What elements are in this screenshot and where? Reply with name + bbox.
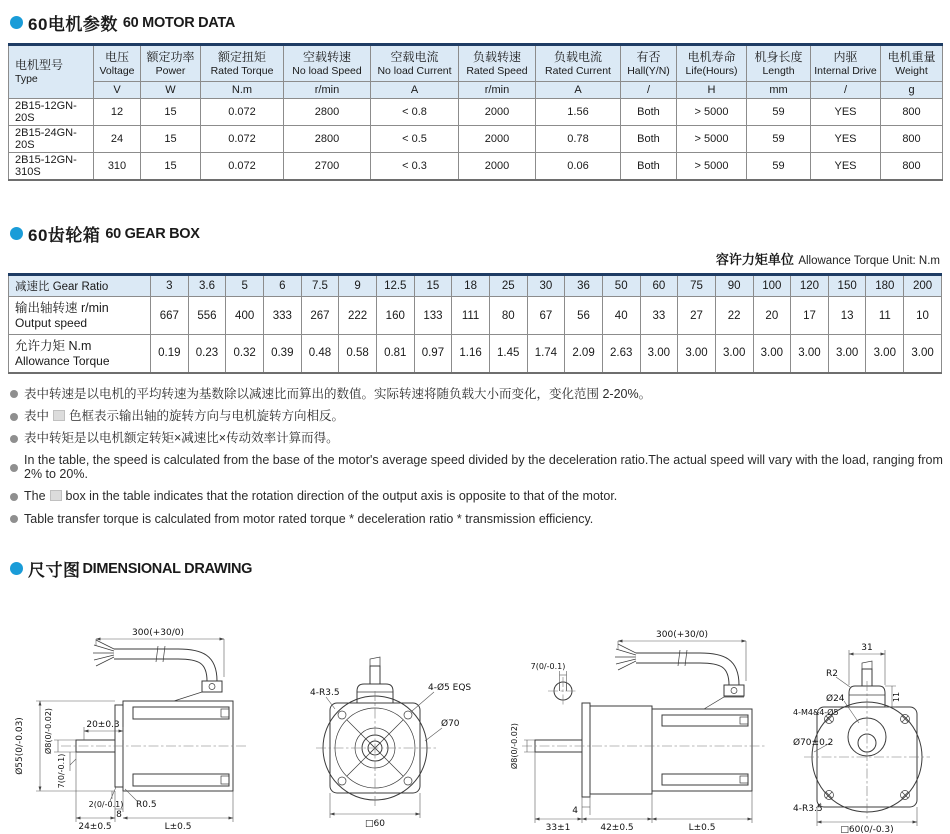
drawing-gearbox-side-view	[500, 619, 780, 834]
dim-pilot-diameter: Ø70	[441, 719, 460, 730]
section-bullet-icon	[10, 562, 23, 575]
gear-torque-label-zh: 允许力矩 N.m	[15, 338, 92, 353]
dim-square-size: □60	[365, 819, 385, 830]
dim-mounting-holes: 4-M4&4-Ø5	[793, 708, 839, 718]
motor-col-en: Length	[762, 64, 795, 77]
gear-torque-value: 0.39	[263, 335, 301, 373]
motor-cell: 2000	[459, 153, 536, 181]
dim-shaft-length: 20±0.3	[86, 720, 120, 731]
dim-radius: R0.5	[136, 800, 157, 811]
motor-col-header-3	[201, 45, 284, 82]
motor-col-header-12	[881, 45, 943, 82]
motor-col-header-9	[677, 45, 747, 82]
motor-cell: 24	[94, 126, 141, 153]
dim-motor-length: L±0.5	[688, 823, 716, 834]
motor-unit-3: N.m	[201, 82, 284, 99]
motor-data-table	[8, 43, 943, 181]
motor-cell: Both	[621, 153, 677, 181]
gearbox-title-en: 60 GEAR BOX	[105, 225, 200, 242]
dim-boss-width: 31	[861, 643, 873, 654]
motor-cell: 2700	[284, 153, 371, 181]
motor-cell: > 5000	[677, 99, 747, 126]
motor-cell: 2800	[284, 99, 371, 126]
drawing-motor-front-view	[308, 619, 488, 834]
motor-unit-row	[9, 82, 943, 99]
gear-torque-value: 0.19	[151, 335, 189, 373]
motor-col-zh: 负载转速	[472, 49, 521, 64]
dim-step: 2(0/-0.1)	[88, 800, 124, 810]
gear-speed-value: 160	[376, 297, 414, 335]
motor-col-en: Internal Drive	[814, 64, 877, 77]
gear-speed-value: 11	[866, 297, 904, 335]
note-text: 表中转矩是以电机额定转矩×减速比×传动效率计算而得。	[24, 431, 339, 445]
gear-speed-value: 333	[263, 297, 301, 335]
gear-torque-row	[9, 335, 942, 373]
gear-speed-value: 400	[226, 297, 264, 335]
motor-col-zh: 额定扭矩	[217, 49, 266, 64]
motor-cell: Both	[621, 126, 677, 153]
dim-eight: 8	[116, 810, 122, 821]
section-title-dimensional-drawing	[10, 556, 950, 581]
gear-ratio-value: 15	[414, 275, 452, 297]
motor-col-en: Life(Hours)	[685, 64, 738, 77]
reverse-rotation-box-icon	[53, 410, 65, 421]
gear-torque-label	[9, 335, 151, 373]
motor-col-header-0	[9, 45, 94, 99]
motor-header-row	[9, 45, 943, 82]
motor-table-head	[9, 45, 943, 99]
gear-ratio-value: 150	[828, 275, 866, 297]
note-bullet-icon	[10, 413, 18, 421]
gear-ratio-value: 90	[715, 275, 753, 297]
motor-unit-2: W	[141, 82, 201, 99]
motor-col-en: Rated Current	[545, 64, 611, 77]
motor-col-header-6	[459, 45, 536, 82]
motor-cell: 0.072	[201, 153, 284, 181]
note-bullet-icon	[10, 464, 18, 472]
motor-title-zh: 60电机参数	[28, 15, 118, 34]
motor-cell: 800	[881, 99, 943, 126]
dim-body-length: L±0.5	[164, 822, 192, 833]
motor-col-header-7	[536, 45, 621, 82]
unit-note-zh: 容许力矩单位	[715, 252, 794, 267]
motor-cell: 0.072	[201, 99, 284, 126]
dim-mounting-holes: 4-Ø5 EQS	[428, 683, 472, 694]
motor-col-header-5	[371, 45, 459, 82]
gear-speed-label	[9, 297, 151, 335]
dim-corner-radius: 4-R3.5	[310, 688, 340, 699]
motor-col-zh: 内驱	[833, 49, 858, 64]
note-text: 表中 色框表示输出轴的旋转方向与电机旋转方向相反。	[24, 408, 345, 423]
gear-torque-value: 3.00	[904, 335, 942, 373]
gear-ratio-value: 18	[452, 275, 490, 297]
gear-torque-value: 1.74	[527, 335, 565, 373]
gear-speed-value: 10	[904, 297, 942, 335]
gear-ratio-value: 12.5	[376, 275, 414, 297]
motor-unit-9: H	[677, 82, 747, 99]
note-item-1	[10, 388, 950, 402]
gear-speed-value: 222	[339, 297, 377, 335]
motor-cell: 2000	[459, 126, 536, 153]
notes-list	[10, 388, 950, 527]
gear-torque-value: 0.97	[414, 335, 452, 373]
motor-data-row-0	[9, 99, 943, 126]
dim-plate-thickness: 4	[572, 806, 578, 817]
dim-boss-radius: R2	[826, 669, 838, 680]
motor-col-en: Weight	[895, 64, 928, 77]
note-text: Table transfer torque is calculated from motor rated torque * deceleration ratio * transmission efficiency.	[24, 511, 594, 526]
gear-ratio-value: 9	[339, 275, 377, 297]
motor-col-zh: 电机型号	[15, 58, 64, 73]
gear-ratio-value: 25	[489, 275, 527, 297]
gear-torque-value: 3.00	[678, 335, 716, 373]
gear-speed-value: 556	[188, 297, 226, 335]
gear-torque-value: 1.45	[489, 335, 527, 373]
unit-note-en: Allowance Torque Unit: N.m	[798, 255, 940, 267]
motor-cell: YES	[811, 99, 881, 126]
motor-col-zh: 机身长度	[754, 49, 803, 64]
motor-col-en: Hall(Y/N)	[627, 64, 670, 77]
note-bullet-icon	[10, 435, 18, 443]
dim-body-diameter: Ø55(0/-0.03)	[15, 717, 25, 776]
motor-cell: 800	[881, 126, 943, 153]
gearbox-side-outline	[535, 644, 752, 797]
gear-torque-value: 2.09	[565, 335, 603, 373]
motor-unit-6: r/min	[459, 82, 536, 99]
note-item-3	[10, 432, 950, 446]
motor-cell: 2B15-12GN-20S	[9, 99, 94, 126]
motor-cell: YES	[811, 126, 881, 153]
note-text: The box in the table indicates that the rotation direction of the output axis is opposite to that of the motor.	[24, 489, 618, 504]
drawing-gearbox-front-view	[792, 619, 942, 834]
gear-ratio-value: 5	[226, 275, 264, 297]
motor-cell: 2000	[459, 99, 536, 126]
section-title-motor-data	[10, 10, 950, 35]
motor-col-header-2	[141, 45, 201, 82]
motor-cell: 59	[747, 153, 811, 181]
motor-col-en: Rated Torque	[210, 64, 274, 77]
motor-cell: 1.56	[536, 99, 621, 126]
gear-ratio-value: 3	[151, 275, 189, 297]
motor-cell: < 0.3	[371, 153, 459, 181]
gear-torque-value: 0.58	[339, 335, 377, 373]
motor-data-row-1	[9, 126, 943, 153]
dim-shaft-length: 33±1	[545, 823, 571, 834]
motor-cell: 2B15-24GN-20S	[9, 126, 94, 153]
motor-col-zh: 负载电流	[553, 49, 602, 64]
dim-front-length: 24±0.5	[78, 822, 112, 833]
motor-data-row-2	[9, 153, 943, 181]
motor-cell: 0.072	[201, 126, 284, 153]
dim-cable-length: 300(+30/0)	[656, 630, 708, 641]
motor-cell: 2800	[284, 126, 371, 153]
motor-cell: 0.06	[536, 153, 621, 181]
reverse-rotation-box-icon	[50, 490, 62, 501]
motor-col-zh: 空载转速	[302, 49, 351, 64]
motor-col-header-11	[811, 45, 881, 82]
motor-title-en: 60 MOTOR DATA	[122, 14, 236, 31]
gear-speed-value: 40	[602, 297, 640, 335]
gear-torque-value: 3.00	[715, 335, 753, 373]
gear-speed-value: 27	[678, 297, 716, 335]
motor-cell: 15	[141, 99, 201, 126]
motor-col-zh: 空载电流	[390, 49, 439, 64]
drawing-title-zh: 尺寸图	[28, 561, 81, 581]
note-item-5	[10, 490, 950, 504]
gear-speed-value: 17	[791, 297, 829, 335]
centerlines	[522, 677, 766, 746]
dimensional-drawings	[6, 619, 950, 834]
motor-cell: 15	[141, 153, 201, 181]
gear-speed-value: 67	[527, 297, 565, 335]
motor-unit-4: r/min	[284, 82, 371, 99]
gear-torque-value: 2.63	[602, 335, 640, 373]
gear-ratio-value: 60	[640, 275, 678, 297]
gear-speed-value: 267	[301, 297, 339, 335]
gear-torque-value: 0.32	[226, 335, 264, 373]
motor-cell: > 5000	[677, 126, 747, 153]
centerlines	[804, 681, 930, 819]
motor-cell: YES	[811, 153, 881, 181]
motor-cell: 59	[747, 99, 811, 126]
allowance-torque-unit-note	[0, 249, 940, 269]
motor-cell: 310	[94, 153, 141, 181]
motor-col-zh: 电压	[104, 49, 129, 64]
motor-col-en: No load Current	[377, 64, 452, 77]
gear-torque-label-en: Allowance Torque	[15, 353, 110, 368]
gear-box-table	[8, 273, 942, 374]
gear-speed-value: 20	[753, 297, 791, 335]
note-item-2	[10, 410, 950, 424]
gear-ratio-value: 75	[678, 275, 716, 297]
gear-speed-label-zh: 输出轴转速 r/min	[15, 300, 109, 315]
gear-table-body	[9, 275, 942, 373]
motor-unit-8: /	[621, 82, 677, 99]
gear-speed-value: 22	[715, 297, 753, 335]
motor-cell: 2B15-12GN-310S	[9, 153, 94, 181]
dim-cable-length: 300(+30/0)	[132, 628, 184, 639]
dim-shaft-diameter: Ø8(0/-0.02)	[44, 708, 53, 755]
motor-cell: 59	[747, 126, 811, 153]
gear-speed-value: 13	[828, 297, 866, 335]
drawing-motor-side-view	[6, 619, 296, 834]
note-item-6	[10, 513, 950, 527]
note-text: In the table, the speed is calculated from the base of the motor's average speed divided by the deceleration ratio.The actual speed will vary with the load, ranging from 2% to 20%.	[24, 453, 943, 481]
motor-col-en: Rated Speed	[466, 64, 528, 77]
gearbox-title-zh: 60齿轮箱	[28, 226, 101, 245]
dim-keyway: 7(0/-0.1)	[530, 662, 566, 672]
motor-unit-5: A	[371, 82, 459, 99]
gear-ratio-value: 120	[791, 275, 829, 297]
motor-unit-12: g	[881, 82, 943, 99]
motor-cell: 15	[141, 126, 201, 153]
gear-speed-value: 56	[565, 297, 603, 335]
dim-gearbox-length: 42±0.5	[600, 823, 634, 834]
motor-col-zh: 电机重量	[887, 49, 936, 64]
dim-square-size: □60(0/-0.3)	[840, 825, 894, 834]
gear-speed-value: 133	[414, 297, 452, 335]
gear-torque-value: 0.23	[188, 335, 226, 373]
dim-keyway: 7(0/-0.1)	[57, 753, 66, 789]
gear-torque-value: 3.00	[640, 335, 678, 373]
motor-cell: Both	[621, 99, 677, 126]
dim-shaft-diameter: Ø8(0/-0.02)	[510, 723, 519, 770]
gear-speed-value: 33	[640, 297, 678, 335]
motor-col-header-8	[621, 45, 677, 82]
gear-speed-row	[9, 297, 942, 335]
drawing-title-en: DIMENSIONAL DRAWING	[82, 560, 253, 577]
gear-torque-value: 3.00	[791, 335, 829, 373]
gear-speed-value: 80	[489, 297, 527, 335]
gear-ratio-value: 36	[565, 275, 603, 297]
gear-torque-value: 0.81	[376, 335, 414, 373]
gear-speed-value: 667	[151, 297, 189, 335]
motor-unit-10: mm	[747, 82, 811, 99]
motor-side-outline	[76, 640, 233, 791]
gear-ratio-value: 3.6	[188, 275, 226, 297]
section-bullet-icon	[10, 16, 23, 29]
motor-cell: 0.78	[536, 126, 621, 153]
gear-torque-value: 0.48	[301, 335, 339, 373]
gear-torque-value: 1.16	[452, 335, 490, 373]
motor-col-zh: 额定功率	[146, 49, 195, 64]
motor-col-header-1	[94, 45, 141, 82]
note-bullet-icon	[10, 390, 18, 398]
section-bullet-icon	[10, 227, 23, 240]
gear-ratio-label: 减速比 Gear Ratio	[9, 275, 151, 297]
motor-unit-11: /	[811, 82, 881, 99]
gear-ratio-value: 200	[904, 275, 942, 297]
motor-unit-1: V	[94, 82, 141, 99]
dim-boss-height: 11	[892, 692, 901, 703]
dim-corner-radius: 4-R3.5	[793, 804, 823, 815]
motor-col-header-10	[747, 45, 811, 82]
gear-torque-value: 3.00	[866, 335, 904, 373]
note-bullet-icon	[10, 493, 18, 501]
section-title-gear-box	[10, 221, 950, 246]
gear-ratio-value: 6	[263, 275, 301, 297]
motor-col-zh: 电机寿命	[687, 49, 736, 64]
motor-cell: < 0.5	[371, 126, 459, 153]
motor-col-en: No load Speed	[292, 64, 362, 77]
gear-ratio-value: 180	[866, 275, 904, 297]
dim-pilot-diameter: Ø70±0.2	[793, 738, 834, 749]
note-text: 表中转速是以电机的平均转速为基数除以减速比而算出的数值。实际转速将随负载大小而变化，变化范围 2-20%。	[24, 386, 652, 401]
motor-unit-7: A	[536, 82, 621, 99]
gear-ratio-value: 30	[527, 275, 565, 297]
motor-col-zh: 有否	[636, 49, 661, 64]
gear-speed-value: 111	[452, 297, 490, 335]
motor-table-body	[9, 99, 943, 181]
gear-ratio-value: 50	[602, 275, 640, 297]
gear-torque-value: 3.00	[828, 335, 866, 373]
dimension-labels	[509, 630, 715, 833]
motor-col-en: Type	[15, 73, 38, 86]
motor-col-en: Power	[155, 64, 186, 77]
gear-ratio-row	[9, 275, 942, 297]
gear-speed-label-en: Output speed	[15, 316, 88, 331]
gear-torque-value: 3.00	[753, 335, 791, 373]
gear-ratio-value: 100	[753, 275, 791, 297]
dim-boss-diameter: Ø24	[826, 694, 845, 705]
motor-cell: 12	[94, 99, 141, 126]
gear-ratio-value: 7.5	[301, 275, 339, 297]
motor-cell: > 5000	[677, 153, 747, 181]
note-item-4	[10, 454, 950, 482]
motor-col-en: Voltage	[99, 64, 135, 77]
motor-cell: < 0.8	[371, 99, 459, 126]
motor-col-header-4	[284, 45, 371, 82]
motor-cell: 800	[881, 153, 943, 181]
note-bullet-icon	[10, 515, 18, 523]
